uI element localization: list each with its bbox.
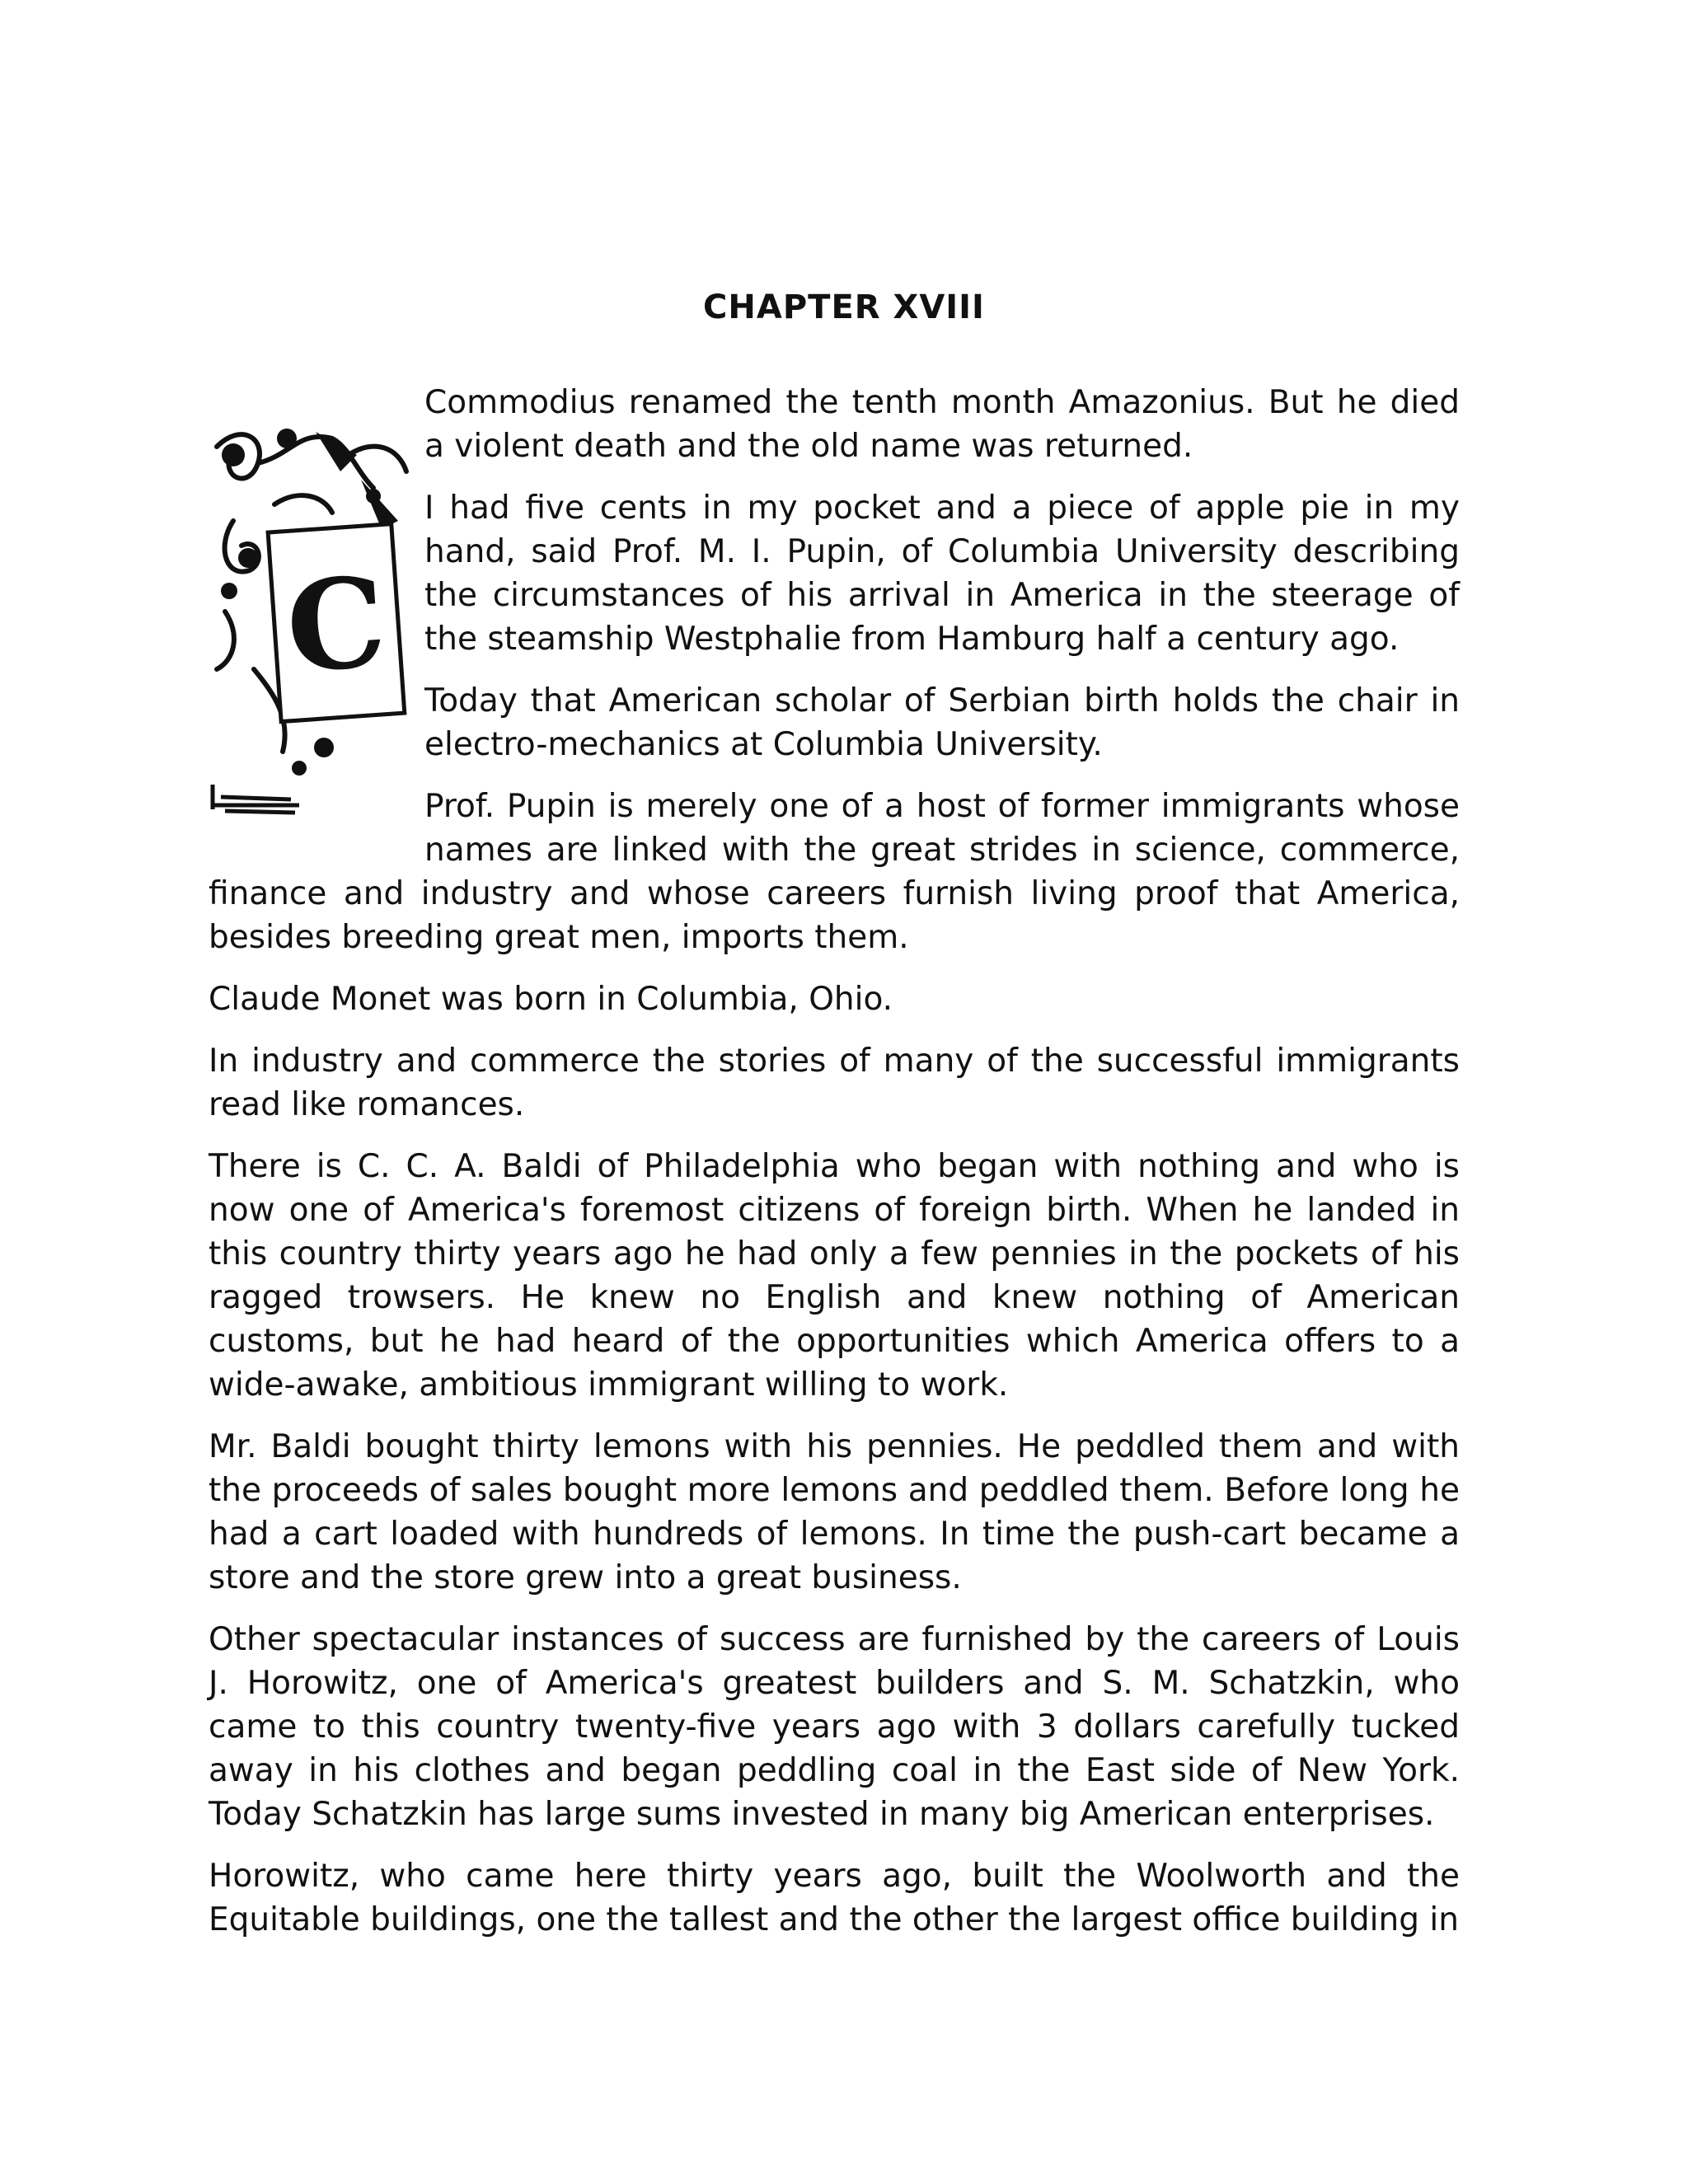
paragraph: I had five cents in my pocket and a piece of apple pie in my hand, said Prof. M. I. Pupin, of Columbia University describing the circumstances of his arrival in America in the steerage of the steamship Westphalie from Hamburg half a century ago. [424,490,1460,658]
paragraph: Prof. Pupin is merely one of a host of former immigrants whose names are linked with the great strides in science, commerce, finance and industry and whose careers furnish living proof that America, besides breeding great men, imports them. [209,788,1460,956]
paragraph: In industry and commerce the stories of many of the successful immigrants read like romances. [209,1043,1460,1123]
paragraph: Commodius renamed the tenth month Amazonius. But he died a violent death and the old name was returned. [424,384,1460,465]
dropcap-letter: C [282,549,391,701]
paragraph: Mr. Baldi bought thirty lemons with his pennies. He peddled them and with the proceeds of sales bought more lemons and peddled them. Before long he had a cart loaded with hundreds of lemons. In time the push-cart became a store and the store grew into a great business. [209,1428,1460,1596]
paragraph: Today that American scholar of Serbian birth holds the chair in electro-mechanics at Columbia University. [424,682,1460,763]
ornamental-initial-C-icon [209,381,424,838]
paragraph: Other spectacular instances of success are furnished by the careers of Louis J. Horowitz, one of America's greatest builders and S. M. Schatzkin, who came to this country twenty-five years ago with 3 dollars carefully tucked away in his clothes and began peddling coal in the East side of New York. Today Schatzkin has large sums invested in many big American enterprises. [209,1621,1460,1833]
paragraph: There is C. C. A. Baldi of Philadelphia who began with nothing and who is now one of America's foremost citizens of foreign birth. When he landed in this country thirty years ago he had only a few pennies in the pockets of his ragged trowsers. He knew no English and knew nothing of American customs, but he had heard of the opportunities which America offers to a wide-awake, ambitious immigrant willing to work. [209,1148,1460,1404]
chapter-title: CHAPTER XVIII [703,288,985,326]
paragraph: Horowitz, who came here thirty years ago, built the Woolworth and the Equitable buildings, one the tallest and the other the largest office building in [209,1858,1460,1938]
chapter-body [209,381,1460,1960]
paragraph: Claude Monet was born in Columbia, Ohio. [209,981,893,1018]
